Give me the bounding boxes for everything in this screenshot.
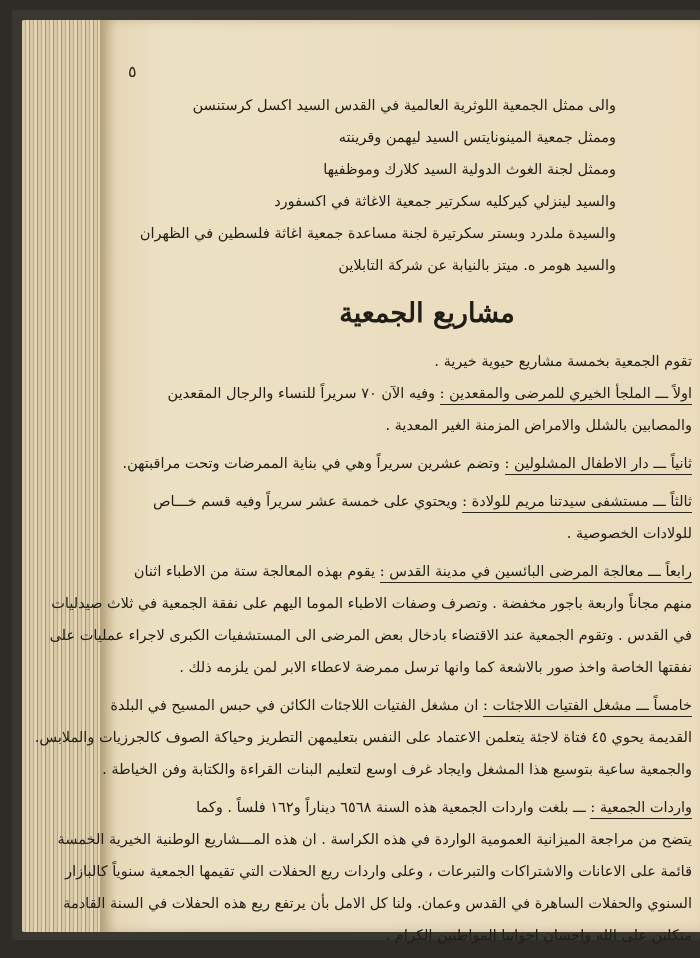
project-text: يقوم بهذه المعالجة ستة من الاطباء اثنان (133, 564, 380, 580)
project-line: القديمة يحوي ٤٥ فتاة لاجئة يتعلمن الاعتماد على النفس بتعليمهن التطريز وحياكة الصوف كالجرزيات والملابس. (34, 730, 692, 746)
project-line: والمصابين بالشلل والامراض المزمنة الغير المعدية . (385, 418, 692, 434)
project-label: ثالثاً ـــ مستشفى سيدتنا مريم للولادة : (462, 494, 692, 513)
project-5 (34, 690, 692, 786)
section-heading: مشاريع الجمعية (339, 298, 515, 329)
intro-line: والسيد لينزلي كيركليه سكرتير جمعية الاغاثة في اكسفورد (274, 194, 616, 210)
page-text (34, 90, 692, 952)
intro-block (122, 90, 692, 282)
project-first-line (122, 486, 692, 518)
project-line: للولادات الخصوصية . (566, 526, 692, 542)
project-line: والجمعية ساعية بتوسيع هذا المشغل وايجاد غرف اوسع لتعليم البنات القراءة والكتابة وفن الخياطة . (102, 762, 692, 778)
intro-line: وممثل لجنة الغوث الدولية السيد كلارك وموظفيها (323, 162, 616, 178)
revenue-line: السنوي والحفلات الساهرة في القدس وعمان. ولنا كل الامل بأن يرتفع ريع هذه الحفلات في السنة القادمة (63, 896, 692, 912)
project-label: خامساً ـــ مشغل الفتيات اللاجئات : (483, 698, 692, 717)
project-text: ان مشغل الفتيات اللاجئات الكائن في حبس المسيح في البلدة (110, 698, 484, 714)
project-first-line (122, 448, 692, 480)
project-line: نفقتها الخاصة واخذ صور بالاشعة كما وانها ترسل ممرضة لاعطاء الابر لمن يلزمه ذلك . (179, 660, 692, 676)
project-3 (122, 486, 692, 550)
intro-line: والى ممثل الجمعية اللوثرية العالمية في القدس السيد اكسل كرستنسن (192, 98, 616, 114)
project-label: ثانياً ـــ دار الاطفال المشلولين : (505, 456, 692, 475)
intro-line: والسيدة ملدرد وبستر سكرتيرة لجنة مساعدة جمعية اغاثة فلسطين في الظهران (139, 226, 616, 242)
project-4 (49, 556, 692, 684)
page-number: ٥ (128, 62, 137, 81)
revenue-line: متكلين على الله واحسان اخواننا المواطنين الكرام . (385, 928, 692, 944)
revenue-text: ـــ بلغت واردات الجمعية هذه السنة ٦٥٦٨ ديناراً و١٦٢ فلساً . وكما (196, 800, 591, 816)
project-label: رابعاً ـــ معالجة المرضى البائسين في مدينة القدس : (380, 564, 692, 583)
revenue-line: قائمة على الاعانات والاشتراكات والتبرعات ، وعلى واردات ريع الحفلات التي تقيمها الجمعية سنوياً كالبازار (65, 864, 692, 880)
project-first-line (122, 556, 692, 588)
project-line: منهم مجاناً واربعة باجور مخفضة . وتصرف وصفات الاطباء الموما اليهم على نفقة الجمعية في ثلاث صيدليات (51, 596, 692, 612)
project-line: في القدس . وتقوم الجمعية عند الاقتضاء بادخال بعض المرضى الى المستشفيات الكبرى لاجراء عمليات على (49, 628, 692, 644)
project-2 (122, 448, 692, 480)
revenue-line: يتضح من مراجعة الميزانية العمومية الواردة في هذه الكراسة . ان هذه المـــشاريع الوطنية الخيرية الخمسة (57, 832, 692, 848)
project-text: ويحتوي على خمسة عشر سريراً وفيه قسم خـــاص (153, 494, 463, 510)
book-page (34, 20, 700, 944)
project-first-line (110, 690, 692, 722)
page-edges (22, 20, 104, 932)
intro-line: والسيد هومر ه. ميتز بالنيابة عن شركة التابلاين (338, 258, 616, 274)
project-text: وفيه الآن ٧٠ سريراً للنساء والرجال المقعدين (167, 386, 440, 402)
project-label: اولاً ـــ الملجأ الخيري للمرضى والمقعدين : (440, 386, 692, 405)
intro-line: وممثل جمعية المينونايتس السيد ليهمن وقرينته (338, 130, 616, 146)
revenue-first-line (122, 792, 692, 824)
opening-line: تقوم الجمعية بخمسة مشاريع حيوية خيرية . (434, 354, 692, 370)
project-1 (122, 378, 692, 442)
project-text: وتضم عشرين سريراً وهي في بناية الممرضات وتحت مراقبتهن. (122, 456, 505, 472)
revenue-label: واردات الجمعية : (590, 800, 692, 819)
project-first-line (122, 378, 692, 410)
revenue-section (57, 792, 692, 952)
